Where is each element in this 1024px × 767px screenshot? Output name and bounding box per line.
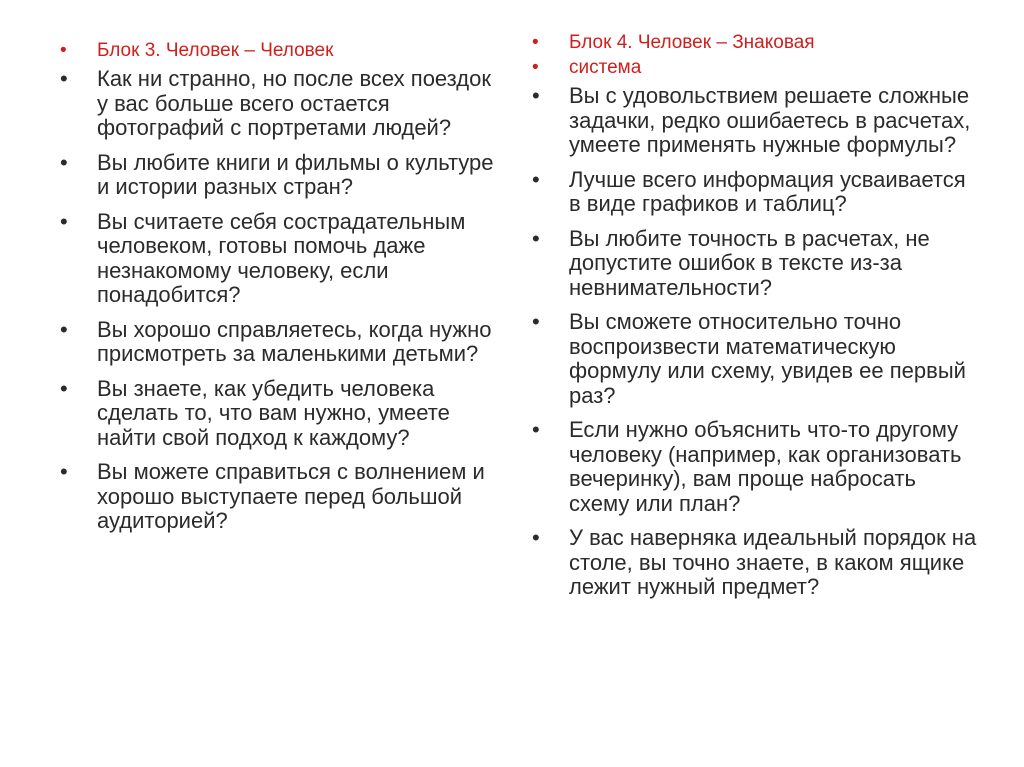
list-item [58,377,498,451]
bullet-icon: • [60,375,68,401]
list-item [58,210,498,308]
list-item-text: Вы любите точность в расчетах, не допустите ошибок в тексте из-за невнимательности? [569,225,930,300]
list-item [58,67,498,141]
list-item-text: Вы хорошо справляетесь, когда нужно присмотреть за маленькими детьми? [97,316,492,366]
list-item-text: Вы любите книги и фильмы о культуре и истории разных стран? [97,149,494,199]
heading-text: система [569,57,642,78]
list-item-text: Вы с удовольствием решаете сложные задачки, редко ошибаетесь в расчетах, умеете применять нужные формулы? [569,83,971,157]
heading-text: Блок 3. Человек – Человек [97,40,334,61]
block-4-heading-continued [530,57,980,79]
bullet-icon: • [60,66,68,91]
right-column [530,32,980,610]
list-item [530,310,980,408]
list-item [58,151,498,200]
bullet-icon: • [60,208,68,234]
list-item-text: Лучше всего информация усваивается в виде графиков и таблиц? [569,166,966,216]
list-item-text: Если нужно объяснить что-то другому человеку (например, как организовать вечеринку), вам проще набросать схему или план? [569,417,962,516]
block-3-heading [58,40,498,62]
list-item [530,84,980,158]
bullet-icon: • [532,225,540,251]
bullet-icon: • [60,149,68,175]
bullet-icon: • [60,40,67,61]
bullet-icon: • [532,83,540,108]
list-item-text: Вы знаете, как убедить человека сделать то, что вам нужно, умеете найти свой подход к каждому? [97,375,450,450]
bullet-icon: • [60,316,68,342]
bullet-icon: • [532,57,539,78]
list-item [530,168,980,217]
block-4-heading [530,32,980,54]
list-item-text: Вы можете справиться с волнением и хорошо выступаете перед большой аудиторией? [97,459,485,533]
bullet-icon: • [532,525,540,550]
left-column [58,40,498,544]
list-item-text: Как ни странно, но после всех поездок у вас больше всего остается фотографий с портретами людей? [97,66,491,140]
bullet-icon: • [532,417,540,442]
bullet-icon: • [532,309,540,334]
list-item-text: У вас наверняка идеальный порядок на столе, вы точно знаете, в каком ящике лежит нужный предмет? [569,525,977,599]
bullet-icon: • [60,459,68,484]
heading-text: Блок 4. Человек – Знаковая [569,32,815,53]
list-item-text: Вы сможете относительно точно воспроизвести математическую формулу или схему, увидев ее первый раз? [569,309,966,408]
list-item [530,418,980,516]
bullet-icon: • [532,32,539,53]
list-item [530,526,980,600]
list-item [530,227,980,301]
list-item [58,460,498,534]
list-item-text: Вы считаете себя сострадательным человеком, готовы помочь даже незнакомому человеку, если понадобится? [97,208,466,307]
bullet-icon: • [532,166,540,192]
list-item [58,318,498,367]
